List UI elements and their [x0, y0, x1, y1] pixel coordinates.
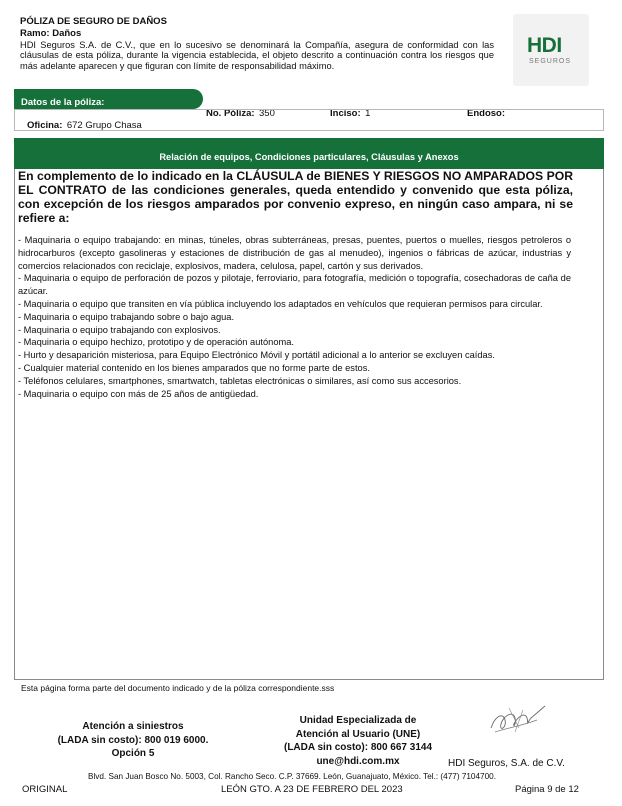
ramo-label: Ramo:	[20, 28, 50, 39]
company-address: Blvd. San Juan Bosco No. 5003, Col. Rancho Seco. C.P. 37669. León, Guanajuato, México. Tel.: (477) 7104700.	[88, 772, 496, 781]
siniestros-line: (LADA sin costo): 800 019 6000.	[57, 734, 209, 746]
une-contact	[277, 714, 439, 768]
original-label: ORIGINAL	[22, 784, 68, 795]
siniestros-contact	[50, 720, 216, 761]
exclusions-list	[18, 234, 571, 400]
une-email: une@hdi.com.mx	[316, 755, 400, 767]
inciso-value: 1	[365, 108, 371, 119]
company-name: HDI Seguros, S.A. de C.V.	[448, 758, 565, 769]
intro-paragraph: HDI Seguros S.A. de C.V., que en lo sucesivo se denominará la Compañía, asegura de conformidad con las cláusulas de esta póliza, durante la vigencia establecida, el objeto descrito a continuación contra los riesgos que más adelante aparecen y que figuran con límite de responsabilidad máximo.	[20, 40, 494, 71]
une-line: (LADA sin costo): 800 667 3144	[283, 742, 433, 753]
inciso-label: Inciso:	[330, 108, 361, 119]
signature-icon	[485, 698, 551, 740]
hdi-logo	[513, 14, 589, 86]
section-bar: Relación de equipos, Condiciones particulares, Cláusulas y Anexos	[14, 138, 604, 169]
list-item: - Teléfonos celulares, smartphones, smartwatch, tabletas electrónicas o similares, así como sus accesorios.	[18, 375, 462, 386]
lead-paragraph: En complemento de lo indicado en la CLÁUSULA de BIENES Y RIESGOS NO AMPARADOS POR EL CONTRATO de las condiciones generales, queda entendido y convenido que esta póliza, con excepción de los riesgos amparados por convenio expreso, en ningún caso ampara, ni se refiere a:	[18, 169, 573, 225]
list-item: - Hurto y desaparición misteriosa, para Equipo Electrónico Móvil y portátil adicional a lo anterior se excluyen caídas.	[18, 350, 495, 361]
oficina-value: 672 Grupo Chasa	[66, 120, 142, 131]
siniestros-line: Atención a siniestros	[82, 721, 184, 732]
no-poliza-label: No. Póliza:	[206, 108, 255, 119]
logo-sub: SEGUROS	[529, 58, 572, 65]
une-line: Unidad Especializada de	[299, 715, 417, 726]
page-footnote: Esta página forma parte del documento indicado y de la póliza correspondiente.sss	[21, 683, 335, 693]
list-item: - Maquinaria o equipo trabajando sobre o bajo agua.	[18, 311, 235, 322]
ramo-line	[20, 28, 81, 39]
place-date: LEÓN GTO. A 23 DE FEBRERO DEL 2023	[221, 784, 403, 795]
list-item: - Maquinaria o equipo con más de 25 años de antigüedad.	[18, 388, 259, 399]
endoso-label: Endoso:	[467, 108, 505, 119]
ramo-value: Daños	[52, 28, 82, 39]
no-poliza-value: 350	[259, 108, 275, 119]
list-item: - Maquinaria o equipo que transiten en vía pública incluyendo los adaptados en vehículos que requieran permisos para circular.	[18, 298, 543, 309]
oficina	[27, 115, 142, 133]
datos-poliza-tab: Datos de la póliza:	[14, 89, 203, 109]
une-line: Atención al Usuario (UNE)	[295, 728, 421, 740]
list-item: - Maquinaria o equipo hechizo, prototipo y de operación autónoma.	[18, 337, 294, 348]
list-item: - Maquinaria o equipo trabajando: en minas, túneles, obras subterráneas, presas, puentes, puertos o muelles, riesgos petroleros o hidrocarburos (excepto gasolineras y estaciones de distribución de gas al menudeo), ingenios o fábricas de azúcar, industrias y comercios relacionados con reciclaje, explosivos, madera, celulosa, papel, cartón y sus derivados.	[18, 235, 571, 271]
list-item: - Maquinaria o equipo de perforación de pozos y pilotaje, ferroviario, para fotografía, medición o topografía, cosechadoras de caña de azúcar.	[18, 273, 571, 297]
list-item: - Cualquier material contenido en los bienes amparados que no forme parte de estos.	[18, 362, 370, 373]
document-title: PÓLIZA DE SEGURO DE DAÑOS	[20, 16, 167, 27]
poliza-details-box	[14, 109, 604, 131]
page-number: Página 9 de 12	[515, 784, 579, 795]
oficina-label: Oficina:	[27, 120, 63, 131]
siniestros-line: Opción 5	[111, 748, 155, 759]
list-item: - Maquinaria o equipo trabajando con explosivos.	[18, 324, 221, 335]
logo-brand: HDI	[527, 34, 562, 57]
